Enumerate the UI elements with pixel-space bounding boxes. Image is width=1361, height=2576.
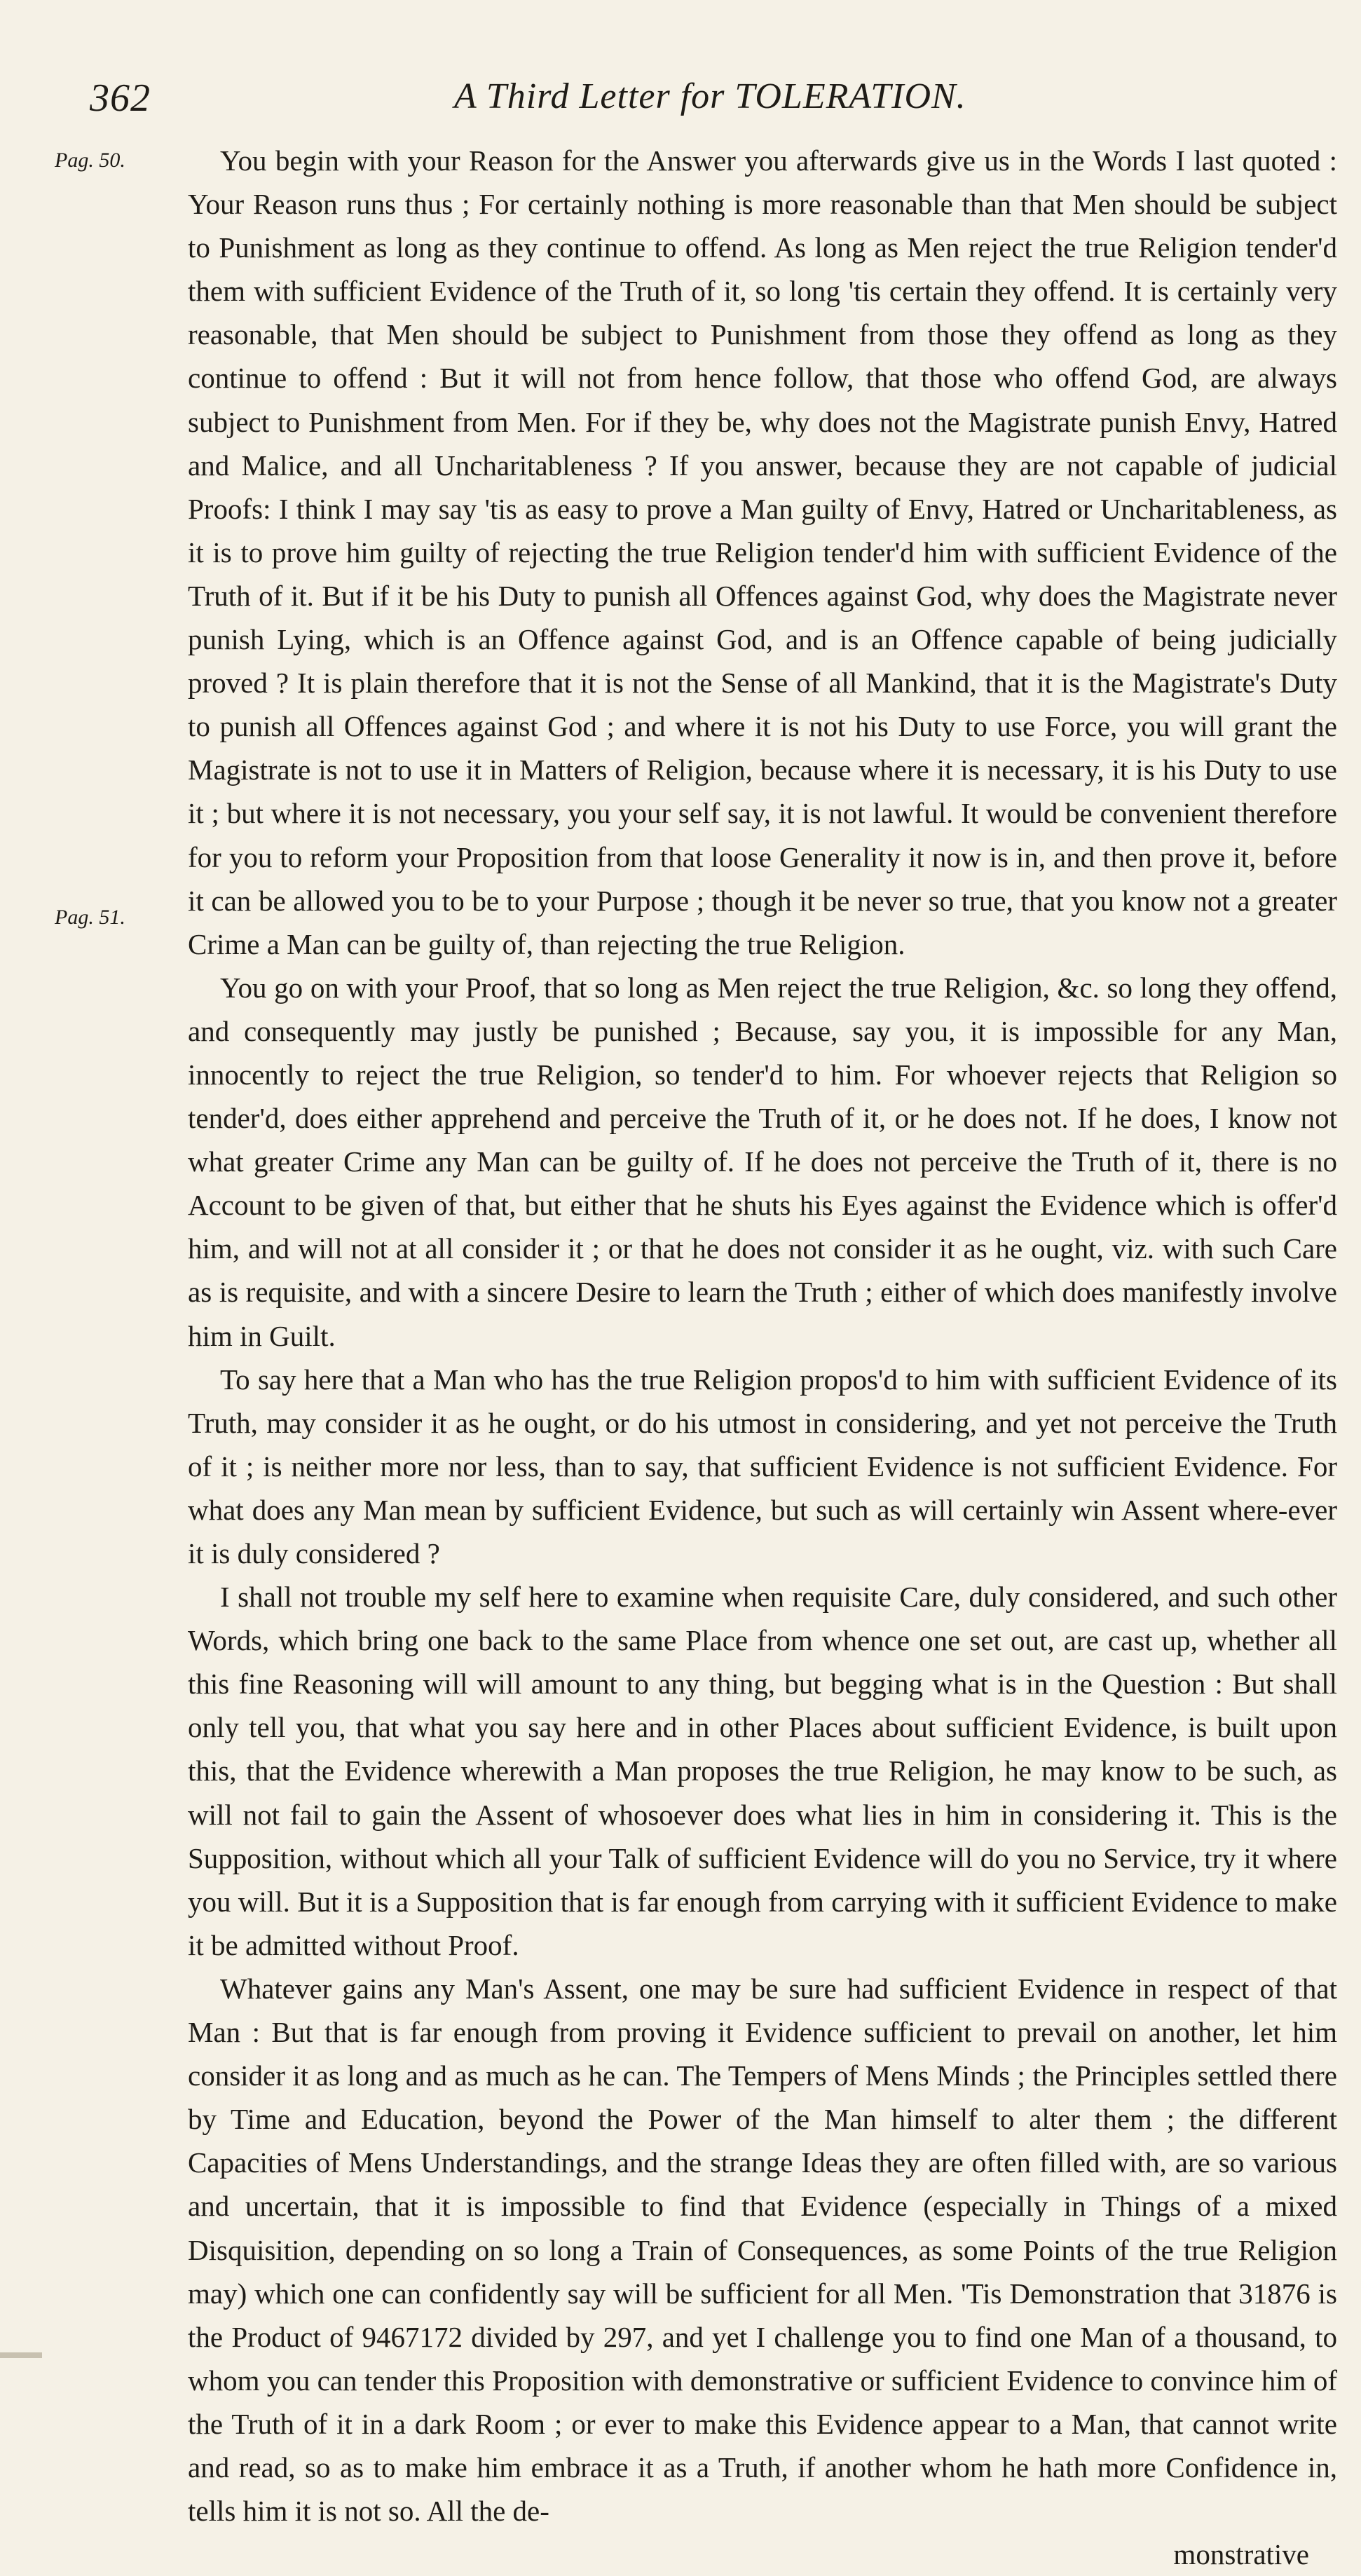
running-title: A Third Letter for TOLERATION. (454, 76, 966, 116)
paragraph: You go on with your Proof, that so long as Men reject the true Religion, &c. so long they offend, and consequently may justly be punished ; Because, say you, it is impossible for any Man, innocently to reject the true Religion, so tender'd to him. For whoever rejects that Religion so tender'd, does either apprehend and perceive the Truth of it, or he does not. If he does, I know not what greater Crime any Man can be guilty of. If he does not perceive the Truth of it, there is no Account to be given of that, but either that he shuts his Eyes against the Evidence which is offer'd him, and will not at all consider it ; or that he does not consider it as he ought, viz. with such Care as is requisite, and with a sincere Desire to learn the Truth ; either of which does manifestly involve him in Guilt. (188, 971, 1337, 1352)
catchword: monstrative (1173, 2538, 1309, 2571)
page-edge-mark (0, 2352, 42, 2358)
paragraph: To say here that a Man who has the true Religion propos'd to him with sufficient Evidence of its Truth, may consider it as he ought, or do his utmost in considering, and yet not perceive the Truth of it ; is neither more nor less, than to say, that sufficient Evidence is not sufficient Evidence. For what does any Man mean by sufficient Evidence, but such as will certainly win Assent where-ever it is duly considered ? (188, 1363, 1337, 1569)
page-number: 362 (90, 76, 151, 120)
paragraph: You begin with your Reason for the Answer you afterwards give us in the Words I last quoted : Your Reason runs thus ; For certainly nothing is more reasonable than that Men should be subject to Punishment as long as they continue to offend. As long as Men reject the true Religion tender'd them with sufficient Evidence of the Truth of it, so long 'tis certain they offend. It is certainly very reasonable, that Men should be subject to Punishment from those they offend as long as they continue to offend : But it will not from hence follow, that those who offend God, are always subject to Punishment from Men. For if they be, why does not the Magistrate punish Envy, Hatred and Malice, and all Uncharitableness ? If you answer, because they are not capable of judicial Proofs: I think I may say 'tis as easy to prove a Man guilty of Envy, Hatred or Uncharitableness, as it is to prove him guilty of rejecting the true Religion tender'd him with sufficient Evidence of the Truth of it. But if it be his Duty to punish all Offences against God, why does the Magistrate never punish Lying, which is an Offence against God, and is an Offence capable of being judicially proved ? It is plain therefore that it is not the Sense of all Mankind, that it is the Magistrate's Duty to punish all Offences against God ; and where it is not his Duty to use Force, you will grant the Magistrate is not to use it in Matters of Religion, because where it is necessary, it is his Duty to use it ; but where it is not necessary, you your self say, it is not lawful. It would be convenient therefore for you to reform your Proposition from that loose Generality it now is in, and then prove it, before it can be allowed you to be to your Purpose ; though it be never so true, that you know not a greater Crime a Man can be guilty of, than rejecting the true Religion. (188, 144, 1337, 960)
paragraph: Whatever gains any Man's Assent, one may be sure had sufficient Evidence in respect of that Man : But that is far enough from proving it Evidence sufficient to prevail on another, let him consider it as long and as much as he can. The Tempers of Mens Minds ; the Principles settled there by Time and Education, beyond the Power of the Man himself to alter them ; the different Capacities of Mens Understandings, and the strange Ideas they are often filled with, are so various and uncertain, that it is impossible to find that Evidence (especially in Things of a mixed Disquisition, depending on so long a Train of Consequences, as some Points of the true Religion may) which one can confidently say will be sufficient for all Men. 'Tis Demonstration that 31876 is the Product of 9467172 divided by 297, and yet I challenge you to find one Man of a thousand, to whom you can tender this Proposition with demonstrative or sufficient Evidence to convince him of the Truth of it in a dark Room ; or ever to make this Evidence appear to a Man, that cannot write and read, so as to make him embrace it as a Truth, if another whom he hath more Confidence in, tells him it is not so. All the de- (188, 1972, 1337, 2528)
margin-note-pag-51: Pag. 51. (55, 906, 125, 929)
body-text (188, 139, 1337, 2576)
margin-note-pag-50: Pag. 50. (55, 149, 125, 172)
paragraph: I shall not trouble my self here to examine when requisite Care, duly considered, and such other Words, which bring one back to the same Place from whence one set out, are cast up, whether all this fine Reasoning will will amount to any thing, but begging what is in the Question : But shall only tell you, that what you say here and in other Places about sufficient Evidence, is built upon this, that the Evidence wherewith a Man proposes the true Religion, he may know to be such, as will not fail to gain the Assent of whosoever does what lies in him in considering it. This is the Supposition, without which all your Talk of sufficient Evidence will do you no Service, try it where you will. But it is a Supposition that is far enough from carrying with it sufficient Evidence to make it be admitted without Proof. (188, 1581, 1337, 1961)
page-header (90, 76, 1323, 132)
